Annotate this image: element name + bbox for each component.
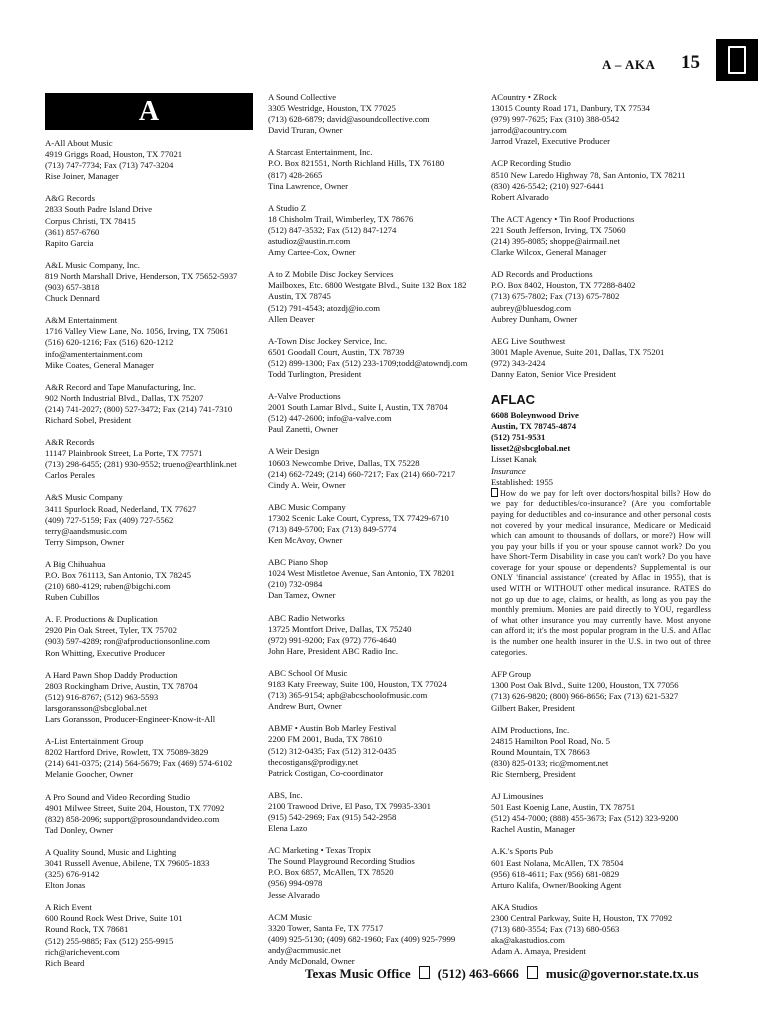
entry-detail: Tina Lawrence, Owner xyxy=(268,180,349,191)
directory-entry xyxy=(491,214,711,258)
aflac-phone: (512) 751-9531 xyxy=(491,432,546,443)
directory-entry xyxy=(491,725,711,780)
aflac-contact: Lisset Kanak xyxy=(491,454,537,465)
directory-entry xyxy=(491,92,711,147)
entry-detail: (713) 675-7802; Fax (713) 675-7802 xyxy=(491,291,620,302)
entry-detail: 501 East Koenig Lane, Austin, TX 78751 xyxy=(491,802,636,813)
entry-detail: (956) 618-4611; Fax (956) 681-0829 xyxy=(491,868,620,879)
entry-detail: P.O. Box 8402, Houston, TX 77288-8402 xyxy=(491,280,636,291)
directory-entry xyxy=(268,92,480,136)
entry-detail: (713) 626-9820; (800) 966-8656; Fax (713) 621-5327 xyxy=(491,691,679,702)
entry-detail: 11147 Plainbrook Street, La Porte, TX 77571 xyxy=(45,448,203,459)
entry-detail: 3001 Maple Avenue, Suite 201, Dallas, TX 75201 xyxy=(491,346,665,357)
directory-entry xyxy=(491,336,711,380)
entry-detail: Mailboxes, Etc. 6800 Westgate Blvd., Suite 132 Box 182 xyxy=(268,280,467,291)
entry-detail: 902 North Industrial Blvd., Dallas, TX 75207 xyxy=(45,392,204,403)
entry-detail: (903) 597-4289; ron@afproductionsonline.com xyxy=(45,636,211,647)
entry-detail: P.O. Box 6857, McAllen, TX 78520 xyxy=(268,867,394,878)
entry-detail: 2833 South Padre Island Drive xyxy=(45,204,153,215)
entry-detail: Ron Whitting, Executive Producer xyxy=(45,647,165,658)
entry-detail: Andrew Burt, Owner xyxy=(268,701,342,712)
entry-name: ABC Music Company xyxy=(268,501,346,512)
directory-entry xyxy=(45,792,257,836)
directory-entry xyxy=(45,614,257,658)
entry-detail: 3411 Spurlock Road, Nederland, TX 77627 xyxy=(45,503,197,514)
entry-name: A Starcast Entertainment, Inc. xyxy=(268,147,373,158)
entry-detail: 13015 County Road 171, Danbury, TX 77534 xyxy=(491,103,651,114)
entry-name: A-Valve Productions xyxy=(268,391,341,402)
entry-detail: 600 Round Rock West Drive, Suite 101 xyxy=(45,913,183,924)
entry-detail: Rachel Austin, Manager xyxy=(491,824,576,835)
directory-entry xyxy=(268,723,480,778)
entry-detail: (214) 395-8085; shoppe@airmail.net xyxy=(491,236,620,247)
entry-detail: 2200 FM 2001, Buda, TX 78610 xyxy=(268,734,382,745)
entry-detail: 3320 Tower, Santa Fe, TX 77517 xyxy=(268,922,384,933)
directory-entry xyxy=(45,492,257,547)
entry-name: AFP Group xyxy=(491,669,531,680)
entry-detail: Danny Eaton, Senior Vice President xyxy=(491,368,617,379)
entry-name: AEG Live Southwest xyxy=(491,335,566,346)
entry-detail: Corpus Christi, TX 78415 xyxy=(45,215,136,226)
directory-entry xyxy=(45,382,257,426)
page-number: 15 xyxy=(681,52,700,73)
entry-detail: (512) 791-4543; atozdj@io.com xyxy=(268,302,380,313)
entry-name: A&R Record and Tape Manufacturing, Inc. xyxy=(45,381,196,392)
entry-name: A.K.'s Sports Pub xyxy=(491,846,553,857)
entry-detail: Rich Beard xyxy=(45,957,85,968)
footer-office: Texas Music Office xyxy=(305,966,411,981)
entry-detail: (512) 454-7000; (888) 455-3673; Fax (512) 323-9200 xyxy=(491,813,679,824)
aflac-established: Established: 1955 xyxy=(491,476,554,487)
entry-detail: Adam A. Amaya, President xyxy=(491,946,586,957)
entry-detail: Jesse Alvarado xyxy=(268,889,320,900)
entry-detail: Todd Turlington, President xyxy=(268,368,362,379)
directory-entry xyxy=(268,668,480,712)
directory-entry xyxy=(268,391,480,435)
entry-detail: (830) 426-5542; (210) 927-6441 xyxy=(491,180,605,191)
entry-detail: Arturo Kalifa, Owner/Booking Agent xyxy=(491,879,622,890)
entry-detail: 18 Chisholm Trail, Wimberley, TX 78676 xyxy=(268,213,414,224)
entry-name: AIM Productions, Inc. xyxy=(491,724,570,735)
entry-detail: Ken McAvoy, Owner xyxy=(268,535,343,546)
entry-name: A Pro Sound and Video Recording Studio xyxy=(45,791,191,802)
entry-detail: (979) 997-7625; Fax (310) 388-0542 xyxy=(491,114,620,125)
column-3-entries-top xyxy=(491,92,711,380)
entry-detail: Gilbert Baker, President xyxy=(491,702,575,713)
directory-entry xyxy=(268,790,480,834)
entry-detail: 24815 Hamilton Pool Road, No. 5 xyxy=(491,735,610,746)
entry-detail: Ruben Cubillos xyxy=(45,592,100,603)
directory-entry xyxy=(491,791,711,835)
entry-detail: 601 East Nolana, McAllen, TX 78504 xyxy=(491,857,624,868)
entry-detail: 2803 Rockingham Drive, Austin, TX 78704 xyxy=(45,680,198,691)
entry-name: ABC Piano Shop xyxy=(268,557,328,568)
entry-name: AD Records and Productions xyxy=(491,269,593,280)
entry-detail: aubrey@bluesdog.com xyxy=(491,302,572,313)
entry-detail: info@amentertainment.com xyxy=(45,348,143,359)
entry-detail: (817) 428-2665 xyxy=(268,169,323,180)
directory-entry xyxy=(45,559,257,603)
entry-name: A. F. Productions & Duplication xyxy=(45,614,158,625)
entry-detail: P.O. Box 761113, San Antonio, TX 78245 xyxy=(45,570,191,580)
entry-detail: thecostigans@prodigy.net xyxy=(268,756,359,767)
entry-detail: (972) 343-2424 xyxy=(491,357,546,368)
entry-name: ACM Music xyxy=(268,911,312,922)
directory-entry xyxy=(268,613,480,657)
entry-detail: (409) 727-5159; Fax (409) 727-5562 xyxy=(45,514,174,525)
entry-detail: Clarke Wilcox, General Manager xyxy=(491,247,607,258)
entry-detail: David Truran, Owner xyxy=(268,125,343,136)
entry-detail: (214) 662-7249; (214) 660-7217; Fax (214) 660-7217 xyxy=(268,468,456,479)
directory-column-3 xyxy=(491,92,711,968)
aflac-description: How do we pay for left over doctors/hospital bills? How do we pay for deductibles/co-insurance? (Are you comfortable paying for deductibles and co-insurance and other personal costs not covered by your medical insurance, Medicare or Medicaid which can amount to thousands of dollars, or more?) How will you pay your bills if you or your spouse cannot work? Do you have Short-Term Disability in case you can't work? Do you have coverage for your spouse or dependents? Supplemental is our ONLY 'financial assistance' (created by Aflac in 1955), that is used WITH or WITHOUT other medical insurance. RATES do not go up due to age, claims, or health, as long as you pay the monthly premium. Monies are paid directly to YOU, regardless of what other insurance you may currently have. Most anyone can afford it; it's the most popular program in the U.S. and Aflac is the number one health insurer in the U.S. in two out of three categories. xyxy=(491,488,711,657)
entry-detail: (214) 741-2027; (800) 527-3472; Fax (214) 741-7310 xyxy=(45,403,233,414)
entry-name: A-List Entertainment Group xyxy=(45,736,144,747)
entry-detail: (713) 849-5700; Fax (713) 849-5774 xyxy=(268,524,397,534)
aflac-name: AFLAC xyxy=(491,392,536,408)
entry-detail: Melanie Goocher, Owner xyxy=(45,769,134,780)
entry-detail: 2100 Trawood Drive, El Paso, TX 79935-3301 xyxy=(268,800,431,811)
entry-detail: (361) 857-6760 xyxy=(45,226,100,237)
entry-name: AC Marketing • Texas Tropix xyxy=(268,845,372,856)
entry-detail: (713) 365-9154; apb@abcschoolofmusic.com xyxy=(268,690,428,701)
entry-name: A-All About Music xyxy=(45,138,113,148)
directory-entry xyxy=(45,437,257,481)
entry-detail: 17302 Scenic Lake Court, Cypress, TX 77429-6710 xyxy=(268,512,449,523)
directory-entry xyxy=(268,203,480,258)
entry-detail: terry@aandsmusic.com xyxy=(45,525,128,536)
section-letter: A xyxy=(45,93,253,130)
entry-detail: Round Mountain, TX 78663 xyxy=(491,746,590,757)
directory-entry xyxy=(268,557,480,601)
directory-entry xyxy=(45,902,257,969)
aflac-listing xyxy=(491,391,711,658)
entry-detail: (214) 641-0375; (214) 564-5679; Fax (469) 574-6102 xyxy=(45,758,233,769)
entry-detail: (713) 298-6455; (281) 930-9552; trueno@earthlink.net xyxy=(45,459,237,470)
entry-detail: Richard Sobel, President xyxy=(45,414,132,425)
entry-detail: 3305 Westridge, Houston, TX 77025 xyxy=(268,103,396,114)
page-range-header: A – AKA xyxy=(602,57,656,72)
aflac-category: Insurance xyxy=(491,465,526,476)
directory-entry xyxy=(45,847,257,891)
entry-detail: Rapito Garcia xyxy=(45,237,94,248)
entry-detail: aka@akastudios.com xyxy=(491,935,565,946)
entry-detail: (512) 899-1300; Fax (512) 233-1709;todd@atowndj.com xyxy=(268,357,468,368)
entry-detail: Allen Deaver xyxy=(268,313,315,324)
entry-detail: rich@arichevent.com xyxy=(45,946,120,957)
entry-name: ABC School Of Music xyxy=(268,667,348,678)
entry-name: A Studio Z xyxy=(268,202,307,213)
entry-detail: Robert Alvarado xyxy=(491,191,549,202)
entry-name: The ACT Agency • Tin Roof Productions xyxy=(491,213,635,224)
entry-detail: (512) 847-3532; Fax (512) 847-1274 xyxy=(268,224,397,235)
entry-detail: jarrod@acountry.com xyxy=(491,125,567,136)
entry-detail: 4919 Griggs Road, Houston, TX 77021 xyxy=(45,149,183,160)
entry-detail: larsgoransson@sbcglobal.net xyxy=(45,702,147,713)
entry-name: A to Z Mobile Disc Jockey Services xyxy=(268,269,394,280)
directory-entry xyxy=(268,269,480,324)
entry-detail: Austin, TX 78745 xyxy=(268,291,331,302)
entry-detail: (713) 680-3554; Fax (713) 680-0563 xyxy=(491,924,620,934)
entry-detail: astudioz@austin.rr.com xyxy=(268,236,351,247)
entry-name: A&M Entertainment xyxy=(45,315,118,326)
directory-entry xyxy=(268,912,480,967)
entry-detail: Carlos Perales xyxy=(45,470,95,481)
entry-detail: (713) 747-7734; Fax (713) 747-3204 xyxy=(45,160,174,171)
entry-detail: Cindy A. Weir, Owner xyxy=(268,479,346,490)
entry-detail: P.O. Box 821551, North Richland Hills, TX 76180 xyxy=(268,158,445,169)
entry-detail: John Hare, President ABC Radio Inc. xyxy=(268,645,399,656)
entry-name: AJ Limousines xyxy=(491,791,544,802)
entry-name: A-Town Disc Jockey Service, Inc. xyxy=(268,335,388,346)
entry-name: ACP Recording Studio xyxy=(491,158,571,169)
entry-detail: Dan Tamez, Owner xyxy=(268,590,336,601)
separator-box-icon xyxy=(527,966,538,979)
entry-detail: 9183 Katy Freeway, Suite 100, Houston, TX 77024 xyxy=(268,679,447,690)
entry-detail: Elton Jonas xyxy=(45,880,86,891)
directory-column-1 xyxy=(45,138,257,980)
entry-detail: andy@acmmusic.net xyxy=(268,944,341,955)
entry-detail: 8202 Hartford Drive, Rowlett, TX 75089-3829 xyxy=(45,747,209,758)
footer-contact xyxy=(305,966,699,982)
entry-detail: 2001 South Lamar Blvd., Suite I, Austin, TX 78704 xyxy=(268,402,448,413)
entry-detail: 221 South Jefferson, Irving, TX 75060 xyxy=(491,224,626,235)
entry-detail: Chuck Dennard xyxy=(45,293,100,304)
entry-detail: 2300 Central Parkway, Suite H, Houston, TX 77092 xyxy=(491,912,673,923)
entry-name: A Weir Design xyxy=(268,446,320,457)
entry-detail: Lars Goransson, Producer-Engineer-Know-it-All xyxy=(45,714,216,725)
aflac-email: lisset2@sbcglobal.net xyxy=(491,443,571,454)
entry-detail: (972) 991-9200; Fax (972) 776-4640 xyxy=(268,634,397,645)
entry-detail: (512) 255-9885; Fax (512) 255-9915 xyxy=(45,935,174,946)
entry-name: AKA Studios xyxy=(491,901,538,912)
entry-detail: 1300 Post Oak Blvd., Suite 1200, Houston, TX 77056 xyxy=(491,680,679,691)
entry-detail: 8510 New Laredo Highway 78, San Antonio, TX 78211 xyxy=(491,169,686,180)
entry-name: A Big Chihuahua xyxy=(45,558,106,569)
entry-detail: (903) 657-3818 xyxy=(45,282,100,293)
entry-detail: (325) 676-9142 xyxy=(45,869,100,880)
aflac-address-line2: Austin, TX 78745-4874 xyxy=(491,421,577,432)
entry-detail: (830) 825-0133; ric@moment.net xyxy=(491,757,609,768)
entry-detail: (516) 620-1216; Fax (516) 620-1212 xyxy=(45,337,174,348)
bullet-box-icon xyxy=(491,488,498,497)
directory-entry xyxy=(491,902,711,957)
entry-name: A Rich Event xyxy=(45,902,92,913)
entry-detail: 4901 Milwee Street, Suite 204, Houston, TX 77092 xyxy=(45,802,225,813)
directory-entry xyxy=(45,670,257,725)
entry-name: A Sound Collective xyxy=(268,92,337,102)
separator-box-icon xyxy=(419,966,430,979)
entry-name: A&L Music Company, Inc. xyxy=(45,259,140,270)
footer-email: music@governor.state.tx.us xyxy=(545,966,699,981)
entry-detail: 6501 Goodall Court, Austin, TX 78739 xyxy=(268,346,405,357)
directory-entry xyxy=(491,669,711,713)
entry-detail: Patrick Costigan, Co-coordinator xyxy=(268,767,384,778)
entry-detail: Mike Coates, General Manager xyxy=(45,359,155,370)
directory-entry xyxy=(45,138,257,182)
entry-detail: 10603 Newcombe Drive, Dallas, TX 75228 xyxy=(268,457,420,468)
column-3-entries-bottom xyxy=(491,669,711,957)
section-tab-icon xyxy=(716,39,758,81)
entry-detail: Aubrey Dunham, Owner xyxy=(491,313,578,324)
entry-detail: Tad Donley, Owner xyxy=(45,824,114,835)
entry-name: ACountry • ZRock xyxy=(491,92,557,102)
entry-detail: (512) 916-8767; (512) 963-5593 xyxy=(45,691,159,702)
directory-entry xyxy=(491,269,711,324)
directory-column-2 xyxy=(268,92,480,978)
directory-entry xyxy=(268,502,480,546)
entry-detail: Paul Zanetti, Owner xyxy=(268,424,339,435)
entry-detail: (915) 542-2969; Fax (915) 542-2958 xyxy=(268,811,397,822)
entry-detail: (210) 732-0984 xyxy=(268,579,323,590)
footer-phone: (512) 463-6666 xyxy=(437,966,519,981)
entry-detail: Jarrod Vrazel, Executive Producer xyxy=(491,136,610,147)
directory-entry xyxy=(491,846,711,890)
entry-detail: (409) 925-5130; (409) 682-1960; Fax (409) 925-7999 xyxy=(268,933,456,944)
entry-detail: Round Rock, TX 78681 xyxy=(45,924,129,935)
entry-detail: (713) 628-6879; david@asoundcollective.com xyxy=(268,114,430,125)
entry-detail: (210) 680-4129; ruben@bigchi.com xyxy=(45,581,171,592)
directory-entry xyxy=(268,336,480,380)
entry-detail: (512) 312-0435; Fax (512) 312-0435 xyxy=(268,745,397,756)
directory-entry xyxy=(491,158,711,202)
entry-detail: Rise Joiner, Manager xyxy=(45,171,119,182)
entry-detail: 1716 Valley View Lane, No. 1056, Irving, TX 75061 xyxy=(45,326,229,337)
directory-entry xyxy=(45,315,257,370)
directory-entry xyxy=(45,260,257,304)
entry-detail: 819 North Marshall Drive, Henderson, TX 75652-5937 xyxy=(45,270,238,281)
entry-detail: Ric Sternberg, President xyxy=(491,768,576,779)
directory-entry xyxy=(45,736,257,780)
entry-detail: (512) 447-2600; info@a-valve.com xyxy=(268,413,392,424)
directory-entry xyxy=(268,845,480,900)
entry-name: ABS, Inc. xyxy=(268,789,303,800)
aflac-address-line1: 6608 Boleynwood Drive xyxy=(491,410,579,421)
entry-detail: Andy McDonald, Owner xyxy=(268,956,355,966)
directory-entry xyxy=(268,147,480,191)
entry-name: ABMF • Austin Bob Marley Festival xyxy=(268,723,397,734)
directory-entry xyxy=(45,193,257,248)
entry-detail: The Sound Playground Recording Studios xyxy=(268,856,415,867)
entry-detail: 3041 Russell Avenue, Abilene, TX 79605-1833 xyxy=(45,857,210,868)
directory-entry xyxy=(268,446,480,490)
entry-detail: (832) 858-2096; support@prosoundandvideo.com xyxy=(45,813,220,824)
entry-detail: 13725 Montfort Drive, Dallas, TX 75240 xyxy=(268,623,412,634)
entry-detail: Elena Lazo xyxy=(268,823,308,834)
entry-detail: Terry Simpson, Owner xyxy=(45,536,125,547)
entry-name: A Quality Sound, Music and Lighting xyxy=(45,846,177,857)
entry-detail: (956) 994-0978 xyxy=(268,878,323,889)
entry-name: A&R Records xyxy=(45,437,95,448)
entry-name: A&G Records xyxy=(45,193,95,204)
entry-name: ABC Radio Networks xyxy=(268,612,345,623)
entry-detail: 2920 Pin Oak Street, Tyler, TX 75702 xyxy=(45,625,177,636)
entry-detail: Amy Cartee-Cox, Owner xyxy=(268,247,356,258)
entry-detail: 1024 West Mistletoe Avenue, San Antonio, TX 78201 xyxy=(268,568,455,579)
entry-name: A Hard Pawn Shop Daddy Production xyxy=(45,669,178,680)
entry-name: A&S Music Company xyxy=(45,492,123,503)
